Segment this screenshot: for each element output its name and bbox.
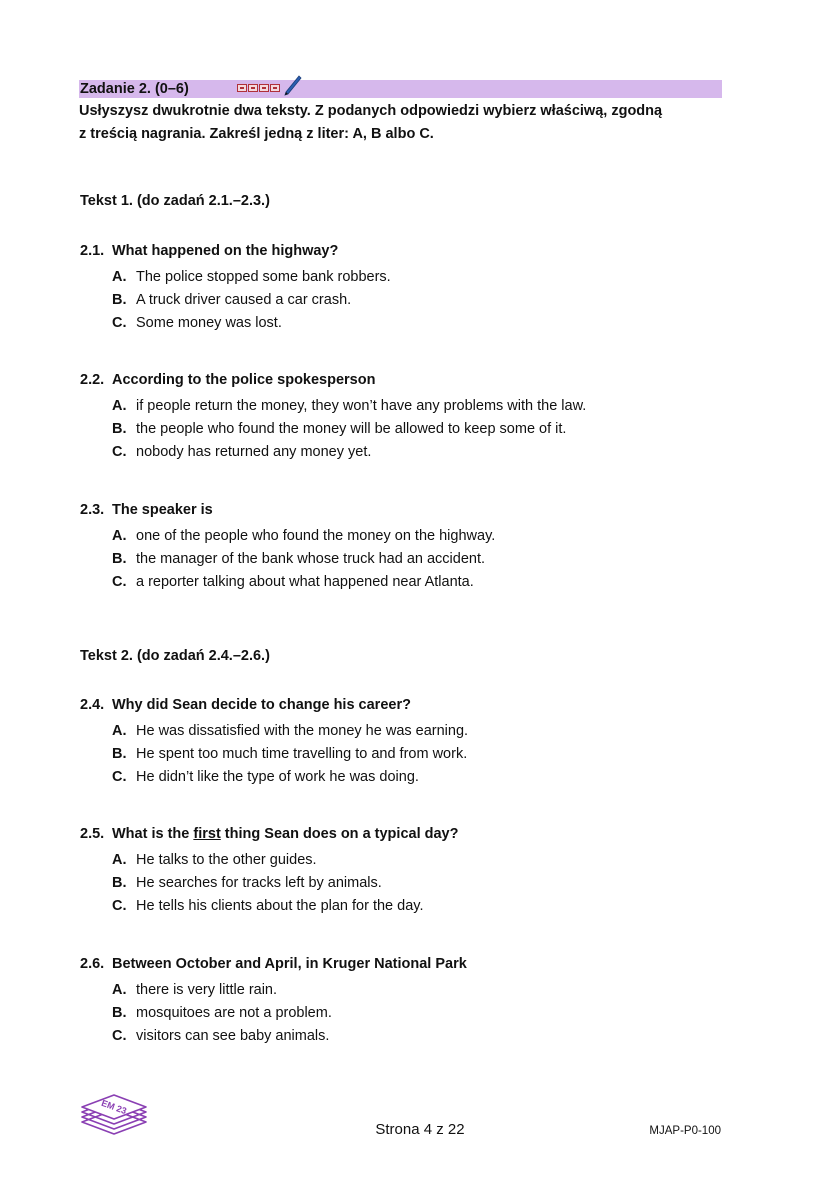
- option-letter[interactable]: A.: [112, 398, 127, 414]
- option-c[interactable]: [80, 897, 760, 920]
- question-text: According to the police spokesperson: [112, 372, 376, 388]
- instruction-line: Usłyszysz dwukrotnie dwa teksty. Z podanych odpowiedzi wybierz właściwą, zgodną: [79, 103, 663, 119]
- task-title: Zadanie 2. (0–6): [80, 81, 189, 97]
- checkbox-icon: [259, 84, 269, 92]
- question-2-5: [80, 825, 760, 920]
- question-2-4: [80, 696, 760, 791]
- option-c[interactable]: [80, 443, 760, 466]
- option-text: visitors can see baby animals.: [136, 1028, 330, 1044]
- option-b[interactable]: [80, 745, 760, 768]
- text-1-heading: Tekst 1. (do zadań 2.1.–2.3.): [80, 193, 270, 209]
- option-letter[interactable]: C.: [112, 315, 127, 331]
- option-text: the manager of the bank whose truck had an accident.: [136, 551, 486, 567]
- option-letter[interactable]: C.: [112, 1028, 127, 1044]
- question-number: 2.3.: [80, 502, 105, 518]
- option-text: He tells his clients about the plan for the day.: [136, 898, 424, 914]
- question-2-3: [80, 501, 760, 596]
- question-text: What happened on the highway?: [112, 243, 339, 259]
- option-a[interactable]: [80, 722, 760, 745]
- option-a[interactable]: [80, 397, 760, 420]
- option-text: mosquitoes are not a problem.: [136, 1005, 332, 1021]
- option-text: He searches for tracks left by animals.: [136, 875, 382, 891]
- option-b[interactable]: [80, 550, 760, 573]
- option-letter[interactable]: A.: [112, 723, 127, 739]
- option-text: The police stopped some bank robbers.: [136, 269, 391, 285]
- page-number: Strona 4 z 22: [375, 1121, 465, 1138]
- option-text: nobody has returned any money yet.: [136, 444, 372, 460]
- checkbox-icon: [248, 84, 258, 92]
- question-number: 2.4.: [80, 697, 105, 713]
- text-2-heading: Tekst 2. (do zadań 2.4.–2.6.): [80, 648, 270, 664]
- option-text: one of the people who found the money on the highway.: [136, 528, 496, 544]
- question-number: 2.1.: [80, 243, 105, 259]
- option-b[interactable]: [80, 420, 760, 443]
- question-text: Why did Sean decide to change his career?: [112, 697, 411, 713]
- question-text: Between October and April, in Kruger National Park: [112, 956, 467, 972]
- checkbox-icon: [270, 84, 280, 92]
- question-title: [80, 501, 760, 519]
- option-letter[interactable]: C.: [112, 574, 127, 590]
- option-b[interactable]: [80, 291, 760, 314]
- task-instruction: [79, 100, 739, 146]
- pen-icon: [282, 75, 302, 97]
- question-2-2: [80, 371, 760, 466]
- question-2-6: [80, 955, 760, 1050]
- task-header: [79, 80, 722, 98]
- question-title: [80, 242, 760, 260]
- question-title: [80, 371, 760, 389]
- question-number: 2.6.: [80, 956, 105, 972]
- option-text: He spent too much time travelling to and from work.: [136, 746, 468, 762]
- option-letter[interactable]: C.: [112, 898, 127, 914]
- option-a[interactable]: [80, 268, 760, 291]
- option-letter[interactable]: A.: [112, 982, 127, 998]
- question-number: 2.2.: [80, 372, 105, 388]
- option-c[interactable]: [80, 573, 760, 596]
- option-a[interactable]: [80, 527, 760, 550]
- question-text-emphasis: first: [193, 826, 221, 842]
- option-letter[interactable]: C.: [112, 769, 127, 785]
- option-text: there is very little rain.: [136, 982, 278, 998]
- option-c[interactable]: [80, 1027, 760, 1050]
- question-text-end: thing Sean does on a typical day?: [220, 826, 459, 842]
- document-code: MJAP-P0-100: [649, 1125, 721, 1137]
- option-letter[interactable]: C.: [112, 444, 127, 460]
- option-text: A truck driver caused a car crash.: [136, 292, 352, 308]
- question-number: 2.5.: [80, 826, 105, 842]
- instruction-line: z treścią nagrania. Zakreśl jedną z liter: A, B albo C.: [79, 126, 434, 142]
- option-text: He didn’t like the type of work he was doing.: [136, 769, 419, 785]
- option-letter[interactable]: B.: [112, 421, 127, 437]
- question-title: [80, 955, 760, 973]
- option-text: a reporter talking about what happened near Atlanta.: [136, 574, 474, 590]
- option-letter[interactable]: B.: [112, 875, 127, 891]
- option-text: if people return the money, they won’t have any problems with the law.: [136, 398, 587, 414]
- option-c[interactable]: [80, 314, 760, 337]
- question-text-start: What is the: [112, 826, 194, 842]
- question-title: [80, 696, 760, 714]
- option-text: He was dissatisfied with the money he was earning.: [136, 723, 469, 739]
- option-c[interactable]: [80, 768, 760, 791]
- option-letter[interactable]: A.: [112, 269, 127, 285]
- option-a[interactable]: [80, 981, 760, 1004]
- option-a[interactable]: [80, 851, 760, 874]
- question-text: The speaker is: [112, 502, 213, 518]
- checkbox-icon: [237, 84, 247, 92]
- option-letter[interactable]: A.: [112, 528, 127, 544]
- option-text: the people who found the money will be allowed to keep some of it.: [136, 421, 567, 437]
- option-text: He talks to the other guides.: [136, 852, 317, 868]
- option-letter[interactable]: A.: [112, 852, 127, 868]
- option-text: Some money was lost.: [136, 315, 282, 331]
- option-b[interactable]: [80, 874, 760, 897]
- option-letter[interactable]: B.: [112, 551, 127, 567]
- logo-text: EM 23: [100, 1097, 128, 1117]
- option-letter[interactable]: B.: [112, 746, 127, 762]
- question-2-1: [80, 242, 760, 337]
- option-letter[interactable]: B.: [112, 1005, 127, 1021]
- question-title: [80, 825, 760, 843]
- option-letter[interactable]: B.: [112, 292, 127, 308]
- option-b[interactable]: [80, 1004, 760, 1027]
